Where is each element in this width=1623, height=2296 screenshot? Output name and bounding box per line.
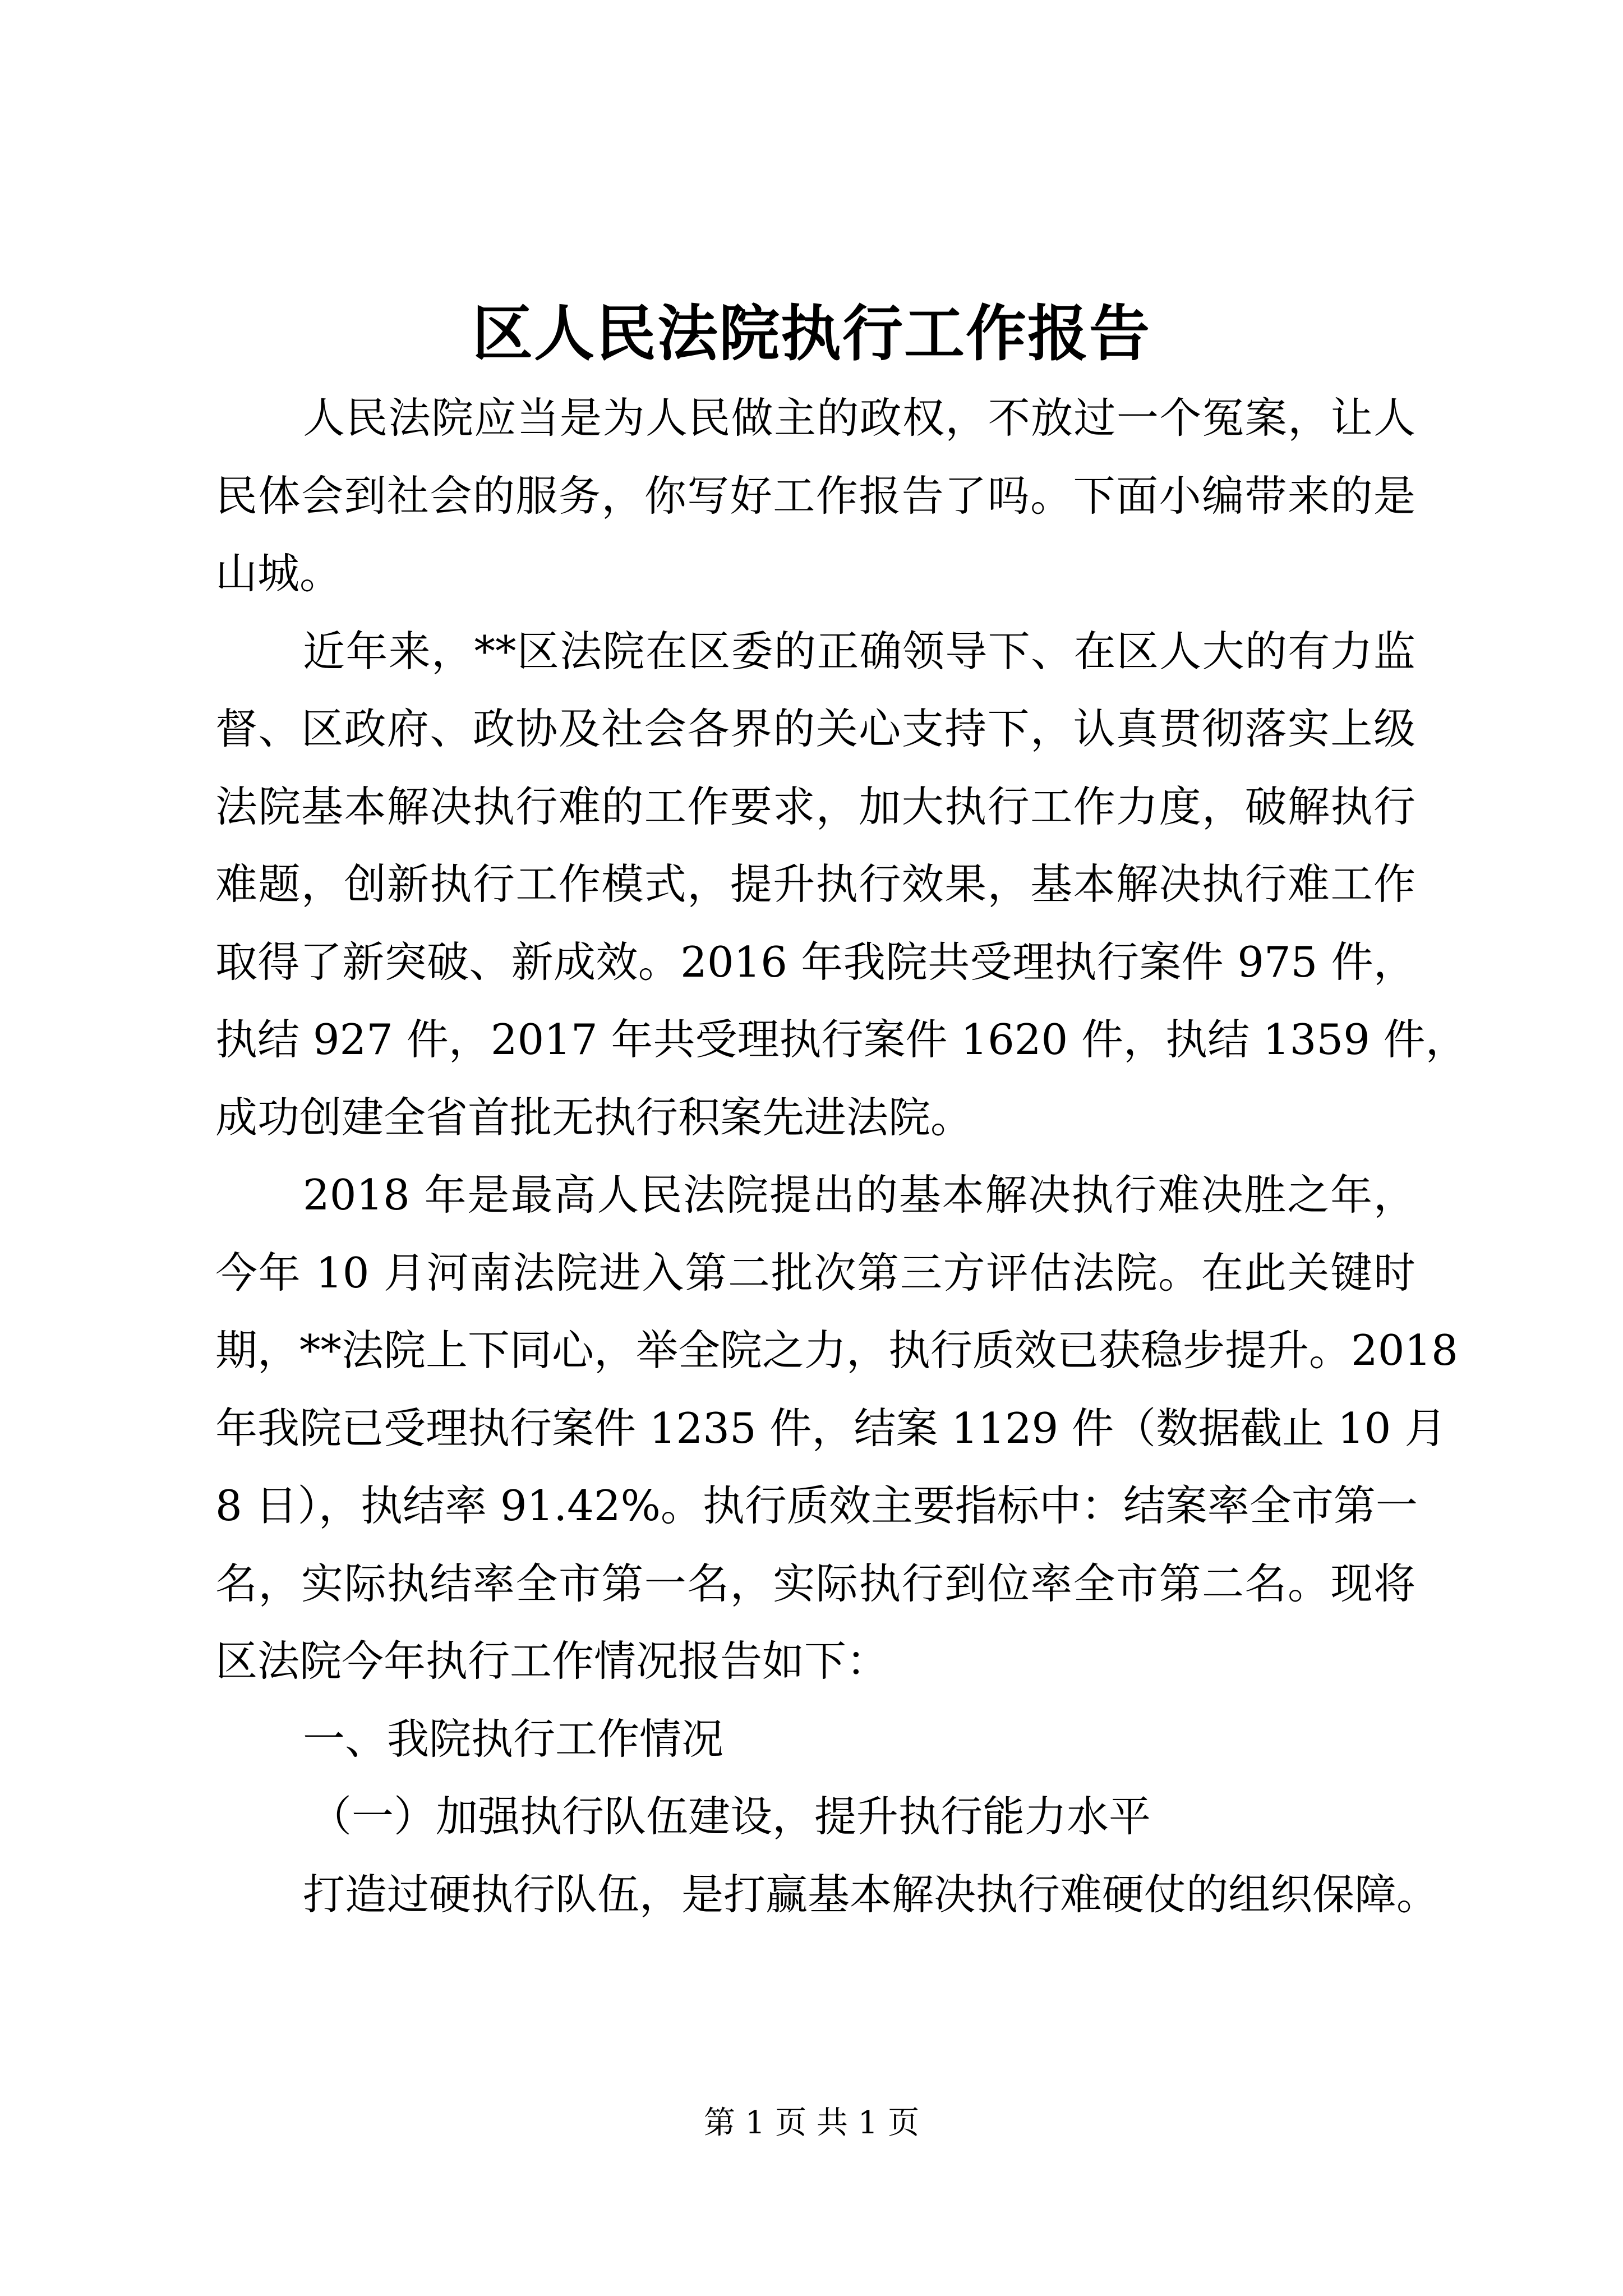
paragraph-2-line-5: 取得了新突破、新成效。2016 年我院共受理执行案件 975 件， <box>215 937 1415 987</box>
paragraph-1-line-2: 民体会到社会的服务，你写好工作报告了吗。下面小编带来的是 <box>215 471 1415 521</box>
paragraph-1-line-3: 山城。 <box>215 549 342 598</box>
document-title: 区人民法院执行工作报告 <box>472 298 1151 369</box>
paragraph-1-line-1: 人民法院应当是为人民做主的政权，不放过一个冤案，让人 <box>303 393 1415 443</box>
paragraph-3-line-2: 今年 10 月河南法院进入第二批次第三方评估法院。在此关键时 <box>215 1248 1415 1297</box>
paragraph-2-line-2: 督、区政府、政协及社会各界的关心支持下，认真贯彻落实上级 <box>215 704 1415 753</box>
document-body <box>215 379 1468 1933</box>
paragraph-3-line-4: 年我院已受理执行案件 1235 件，结案 1129 件（数据截止 10 月 <box>215 1403 1447 1453</box>
paragraph-3-line-7: 区法院今年执行工作情况报告如下： <box>215 1636 889 1686</box>
paragraph-3-line-3: 期，**法院上下同心，举全院之力，执行质效已获稳步提升。2018 <box>215 1326 1458 1375</box>
paragraph-2-line-3: 法院基本解决执行难的工作要求，加大执行工作力度，破解执行 <box>215 781 1415 831</box>
paragraph-2-line-7: 成功创建全省首批无执行积案先进法院。 <box>215 1092 973 1142</box>
paragraph-2-line-6: 执结 927 件，2017 年共受理执行案件 1620 件，执结 1359 件， <box>215 1015 1468 1064</box>
paragraph-3-line-6: 名，实际执结率全市第一名，实际执行到位率全市第二名。现将 <box>215 1558 1415 1608</box>
paragraph-3-line-5: 8 日），执结率 91.42%。执行质效主要指标中：结案率全市第一 <box>215 1481 1418 1530</box>
section-heading-1: 一、我院执行工作情况 <box>303 1714 724 1764</box>
page-footer: 第 1 页 共 1 页 <box>703 2105 920 2141</box>
paragraph-4-line-1: 打造过硬执行队伍，是打赢基本解决执行难硬仗的组织保障。 <box>303 1869 1439 1919</box>
paragraph-2-line-4: 难题，创新执行工作模式，提升执行效果，基本解决执行难工作 <box>215 859 1415 909</box>
paragraph-3-line-1: 2018 年是最高人民法院提出的基本解决执行难决胜之年， <box>303 1170 1415 1220</box>
subsection-heading-1: （一）加强执行队伍建设，提升执行能力水平 <box>310 1792 1151 1841</box>
paragraph-2-line-1: 近年来，**区法院在区委的正确领导下、在区人大的有力监 <box>303 626 1415 676</box>
